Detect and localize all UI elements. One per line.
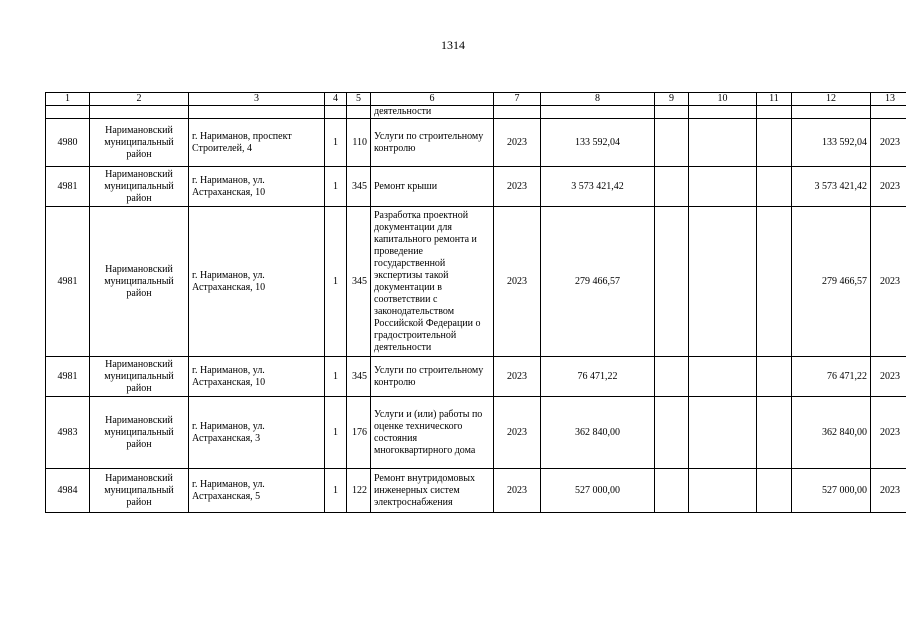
work-type-cell: Разработка проектной документации для капитального ремонта и проведение государственной экспертизы такой документации в соответствии с законодательством Российской Федерации о градостроительной деятельности — [371, 207, 494, 357]
total-cell: 279 466,57 — [792, 207, 871, 357]
table-row — [46, 469, 906, 513]
column-header: 8 — [541, 93, 655, 106]
empty-cell — [689, 397, 757, 469]
continuation-row — [46, 106, 906, 119]
amount-cell: 279 466,57 — [541, 207, 655, 357]
column-header: 5 — [347, 93, 371, 106]
column-header: 11 — [757, 93, 792, 106]
column-numbers-row — [46, 93, 906, 106]
row-number: 4981 — [46, 207, 90, 357]
table-row — [46, 357, 906, 397]
row-number: 4984 — [46, 469, 90, 513]
empty-cell — [757, 207, 792, 357]
table-row — [46, 207, 906, 357]
work-type-cell: Услуги по строительному контролю — [371, 357, 494, 397]
empty-cell — [655, 167, 689, 207]
year-cell: 2023 — [494, 119, 541, 167]
cell: 122 — [347, 469, 371, 513]
registry-table — [45, 92, 906, 513]
address-cell: г. Нариманов, проспект Строителей, 4 — [189, 119, 325, 167]
empty-cell — [655, 397, 689, 469]
end-year-cell: 2023 — [871, 469, 906, 513]
empty-cell — [655, 119, 689, 167]
year-cell: 2023 — [494, 469, 541, 513]
work-type-cell: Услуги и (или) работы по оценке технического состояния многоквартирного дома — [371, 397, 494, 469]
year-cell: 2023 — [494, 357, 541, 397]
cell: 1 — [325, 357, 347, 397]
column-header: 2 — [90, 93, 189, 106]
empty-cell — [757, 357, 792, 397]
address-cell: г. Нариманов, ул. Астраханская, 10 — [189, 207, 325, 357]
district-cell: Наримановский муниципальный район — [90, 167, 189, 207]
cell: 176 — [347, 397, 371, 469]
district-cell: Наримановский муниципальный район — [90, 469, 189, 513]
end-year-cell: 2023 — [871, 357, 906, 397]
year-cell: 2023 — [494, 167, 541, 207]
table-row — [46, 167, 906, 207]
end-year-cell: 2023 — [871, 397, 906, 469]
total-cell: 362 840,00 — [792, 397, 871, 469]
empty-cell — [689, 357, 757, 397]
empty-cell — [689, 207, 757, 357]
cell: 345 — [347, 357, 371, 397]
column-header: 12 — [792, 93, 871, 106]
amount-cell: 3 573 421,42 — [541, 167, 655, 207]
end-year-cell: 2023 — [871, 167, 906, 207]
column-header: 13 — [871, 93, 906, 106]
amount-cell: 362 840,00 — [541, 397, 655, 469]
total-cell: 527 000,00 — [792, 469, 871, 513]
empty-cell — [689, 119, 757, 167]
row-number: 4980 — [46, 119, 90, 167]
amount-cell: 76 471,22 — [541, 357, 655, 397]
amount-cell: 133 592,04 — [541, 119, 655, 167]
empty-cell — [689, 167, 757, 207]
column-header: 7 — [494, 93, 541, 106]
table-row — [46, 119, 906, 167]
cell: 345 — [347, 167, 371, 207]
column-header: 3 — [189, 93, 325, 106]
cell: 110 — [347, 119, 371, 167]
address-cell: г. Нариманов, ул. Астраханская, 10 — [189, 167, 325, 207]
empty-cell — [757, 469, 792, 513]
column-header: 9 — [655, 93, 689, 106]
work-type-cell: Ремонт внутридомовых инженерных систем электроснабжения — [371, 469, 494, 513]
work-type-cell: Услуги по строительному контролю — [371, 119, 494, 167]
end-year-cell: 2023 — [871, 207, 906, 357]
column-header: 1 — [46, 93, 90, 106]
column-header: 10 — [689, 93, 757, 106]
empty-cell — [757, 397, 792, 469]
district-cell: Наримановский муниципальный район — [90, 397, 189, 469]
end-year-cell: 2023 — [871, 119, 906, 167]
row-number: 4981 — [46, 167, 90, 207]
row-number: 4981 — [46, 357, 90, 397]
address-cell: г. Нариманов, ул. Астраханская, 3 — [189, 397, 325, 469]
table-row — [46, 397, 906, 469]
empty-cell — [757, 167, 792, 207]
district-cell: Наримановский муниципальный район — [90, 119, 189, 167]
address-cell: г. Нариманов, ул. Астраханская, 5 — [189, 469, 325, 513]
continuation-text: деятельности — [371, 106, 494, 119]
column-header: 4 — [325, 93, 347, 106]
work-type-cell: Ремонт крыши — [371, 167, 494, 207]
total-cell: 3 573 421,42 — [792, 167, 871, 207]
empty-cell — [655, 207, 689, 357]
total-cell: 76 471,22 — [792, 357, 871, 397]
page-number: 1314 — [441, 38, 465, 52]
year-cell: 2023 — [494, 207, 541, 357]
cell: 1 — [325, 207, 347, 357]
district-cell: Наримановский муниципальный район — [90, 207, 189, 357]
cell: 1 — [325, 119, 347, 167]
amount-cell: 527 000,00 — [541, 469, 655, 513]
year-cell: 2023 — [494, 397, 541, 469]
empty-cell — [757, 119, 792, 167]
cell: 1 — [325, 167, 347, 207]
address-cell: г. Нариманов, ул. Астраханская, 10 — [189, 357, 325, 397]
cell: 1 — [325, 469, 347, 513]
cell: 1 — [325, 397, 347, 469]
empty-cell — [655, 357, 689, 397]
cell: 345 — [347, 207, 371, 357]
empty-cell — [655, 469, 689, 513]
row-number: 4983 — [46, 397, 90, 469]
total-cell: 133 592,04 — [792, 119, 871, 167]
column-header: 6 — [371, 93, 494, 106]
district-cell: Наримановский муниципальный район — [90, 357, 189, 397]
empty-cell — [689, 469, 757, 513]
